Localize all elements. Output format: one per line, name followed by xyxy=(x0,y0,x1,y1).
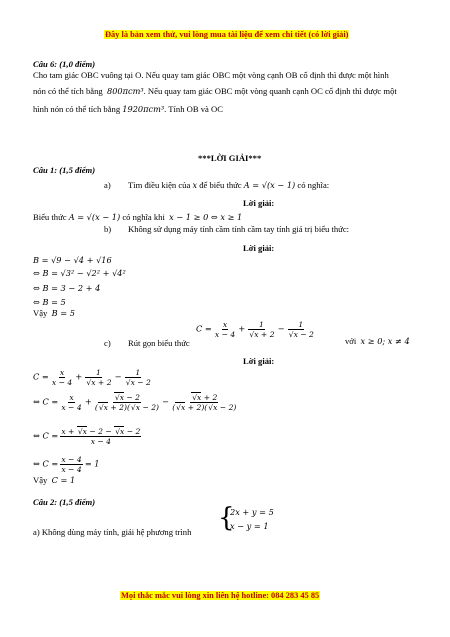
c1-a-loigiai: Lời giải: xyxy=(243,198,275,208)
c1-c-condition: với x ≥ 0; x ≠ 4 xyxy=(345,336,410,346)
c1-b-loigiai: Lời giải: xyxy=(243,243,275,253)
c1-a-solution: Biểu thức A = √(x − 1) có nghĩa khi x − 1 ≥ 0 ⇔ x ≥ 1 xyxy=(33,212,243,222)
c1-c-step3: ⇔ C = $\frac{x + √x - 2 - √x - 2}{x - 4}$ xyxy=(33,427,141,446)
header-banner: Đây là bản xem thử, vui lòng mua tài liệu để xem chi tiết (có lời giải) xyxy=(105,30,349,39)
c1-heading: Câu 1: (1,5 điểm) xyxy=(33,165,96,175)
q6-line3: hình nón có thể tích bằng 1920πcm³. Tính OB và OC xyxy=(33,104,223,114)
c1-a-expr: A = √(x − 1) xyxy=(243,180,296,190)
c1-c-label: c) xyxy=(104,338,111,348)
c1-b-result: Vậy B = 5 xyxy=(33,308,75,318)
c2-heading: Câu 2: (1,5 điểm) xyxy=(33,497,96,507)
q6-heading: Câu 6: (1,0 điểm) xyxy=(33,59,96,69)
c1-b-line: B = √9 − √4 + √16 xyxy=(33,255,112,265)
q6-line1: Cho tam giác OBC vuông tại O. Nếu quay tam giác OBC một vòng cạnh OB cố định thì được một hình xyxy=(33,70,389,80)
c1-b-question: Không sử dụng máy tính cầm tính cầm tay tính giá trị biểu thức: xyxy=(128,224,350,234)
q6-vol2: 1920πcm³ xyxy=(122,104,165,114)
c1-c-loigiai: Lời giải: xyxy=(243,356,275,366)
c1-b-line: ⇔ B = √3² − √2² + √4² xyxy=(33,268,126,278)
c1-b-line: ⇔ B = 3 − 2 + 4 xyxy=(33,283,101,293)
c1-c-expression: C = $\frac{x}{x - 4}$ + $\frac{1}{√x + 2}$ − $\frac{1}{√x - 2}$ xyxy=(196,320,314,339)
c1-c-question: Rút gọn biểu thức xyxy=(128,338,190,348)
c1-c-step4: ⇔ C = $\frac{x - 4}{x - 4}$ = 1 xyxy=(33,455,100,474)
footer-banner: Mọi thắc mắc vui lòng xin liên hệ hotline: 084 283 45 85 xyxy=(121,591,320,600)
c1-a-label: a) xyxy=(104,180,111,190)
c2-eq2: x − y = 1 xyxy=(230,521,269,531)
c1-c-step2: ⇔ C = $\frac{x}{x - 4}$ + $\frac{√x - 2}{(√x + 2)(√x - 2)}$ − $\frac{√x + 2}{(√x + 2)(√x - 2)}$ xyxy=(33,393,237,412)
solution-title: ***LỜI GIẢI*** xyxy=(198,153,262,163)
q6-vol1: 800πcm³ xyxy=(106,86,144,96)
c1-b-line: ⇔ B = 5 xyxy=(33,297,66,307)
c1-c-step1: C = $\frac{x}{x - 4}$ + $\frac{1}{√x + 2}$ − $\frac{1}{√x - 2}$ xyxy=(33,368,151,387)
c2-a-question: a) Không dùng máy tính, giải hệ phương trình xyxy=(33,527,192,537)
c1-b-label: b) xyxy=(104,224,112,234)
q6-line2: nón có thể tích bằng 800πcm³. Nếu quay tam giác OBC một vòng quanh cạnh OC cố định thì được một xyxy=(33,86,397,96)
c1-a-question: Tìm điều kiện của x để biểu thức A = √(x − 1) có nghĩa: xyxy=(128,180,330,190)
c1-c-result: Vậy C = 1 xyxy=(33,475,76,485)
c2-eq1: 2x + y = 5 xyxy=(230,507,274,517)
